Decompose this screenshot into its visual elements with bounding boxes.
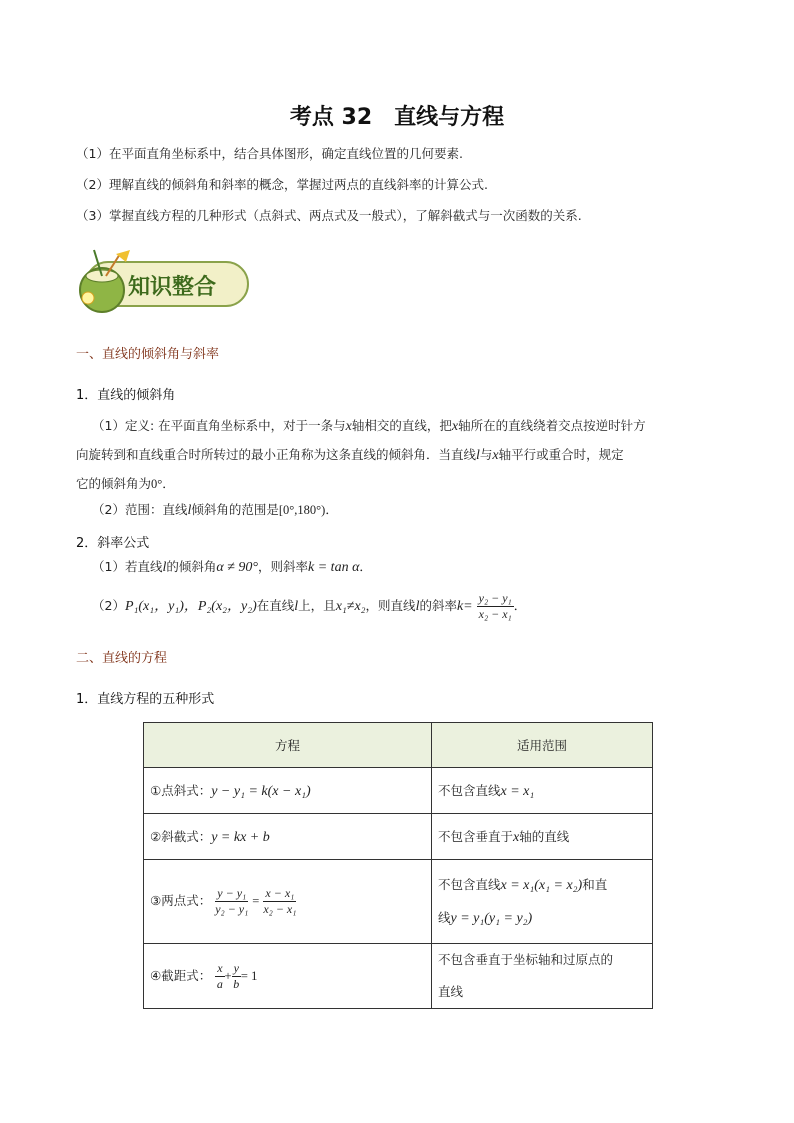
objective-1: （1）在平面直角坐标系中，结合具体图形，确定直线位置的几何要素. (76, 146, 463, 161)
table-cell: 不包含直线x = x₁ (432, 768, 653, 814)
section-heading-2: 二、直线的方程 (76, 651, 168, 666)
slope-fraction: $\frac{\text{y₂ − y₁}}{\text{x₂ − x₁}}$ (478, 591, 512, 621)
badge-text: 知识整合 (127, 275, 217, 300)
knowledge-badge (72, 248, 252, 314)
table-cell: ④截距式： $\frac{x}{a}$ + $\frac{y}{b}$ = 1 (144, 944, 432, 1009)
table-header: 适用范围 (432, 723, 653, 768)
slope-formula-2: （2）P₁(x₁，y₁)，P₂(x₂，y₂)在直线l上，且x₁≠x₂，则直线l的斜率k= $\frac{\text{y₂ − y₁}}{\text{x₂ − x₁}}$ ． (92, 591, 527, 621)
subheading-inclination: 1．直线的倾斜角 (76, 388, 176, 403)
table-cell: 不包含直线x = x₁(x₁ = x₂)和直 线y = y₁(y₁ = y₂) (432, 860, 653, 944)
table-cell: ②斜截式：y = kx + b (144, 814, 432, 860)
table-cell: ①点斜式：y − y₁ = k(x − x₁) (144, 768, 432, 814)
objective-3: （3）掌握直线方程的几种形式（点斜式、两点式及一般式），了解斜截式与一次函数的关系. (76, 208, 582, 223)
table-row (144, 860, 653, 944)
objective-2: （2）理解直线的倾斜角和斜率的概念，掌握过两点的直线斜率的计算公式. (76, 177, 488, 192)
table-cell: 不包含垂直于坐标轴和过原点的 直线 (432, 944, 653, 1009)
subheading-five-forms: 1．直线方程的五种形式 (76, 692, 215, 707)
table-header-row (144, 723, 653, 768)
page-title: 考点 32 直线与方程 (289, 105, 505, 130)
slope-formula-1: （1）若直线l的倾斜角α ≠ 90°，则斜率k = tan α． (92, 559, 372, 575)
table-row (144, 768, 653, 814)
definition-paragraph: （1）定义: 在平面直角坐标系中，对于一条与x轴相交的直线，把x轴所在的直线绕着交点按逆时针方 向旋转到和直线重合时所转过的最小正角称为这条直线的倾斜角．当直线l与x轴平行或重合时，规定 它的倾斜角为0°． (76, 418, 646, 491)
table-row (144, 944, 653, 1009)
table-cell: ③两点式： $\frac{\text{y − y₁}}{\text{y₂ − y₁}}$ = $\frac{\text{x − x₁}}{\text{x₂ − x₁}}$ (144, 860, 432, 944)
flower-icon (82, 292, 94, 304)
table-header: 方程 (144, 723, 432, 768)
table-cell: 不包含垂直于x轴的直线 (432, 814, 653, 860)
section-heading-1: 一、直线的倾斜角与斜率 (76, 347, 220, 362)
subheading-slope: 2．斜率公式 (76, 536, 150, 551)
range-line: （2）范围：直线l倾斜角的范围是[0°,180°)． (92, 502, 338, 518)
line-equation-table (143, 722, 653, 1009)
table-row (144, 814, 653, 860)
